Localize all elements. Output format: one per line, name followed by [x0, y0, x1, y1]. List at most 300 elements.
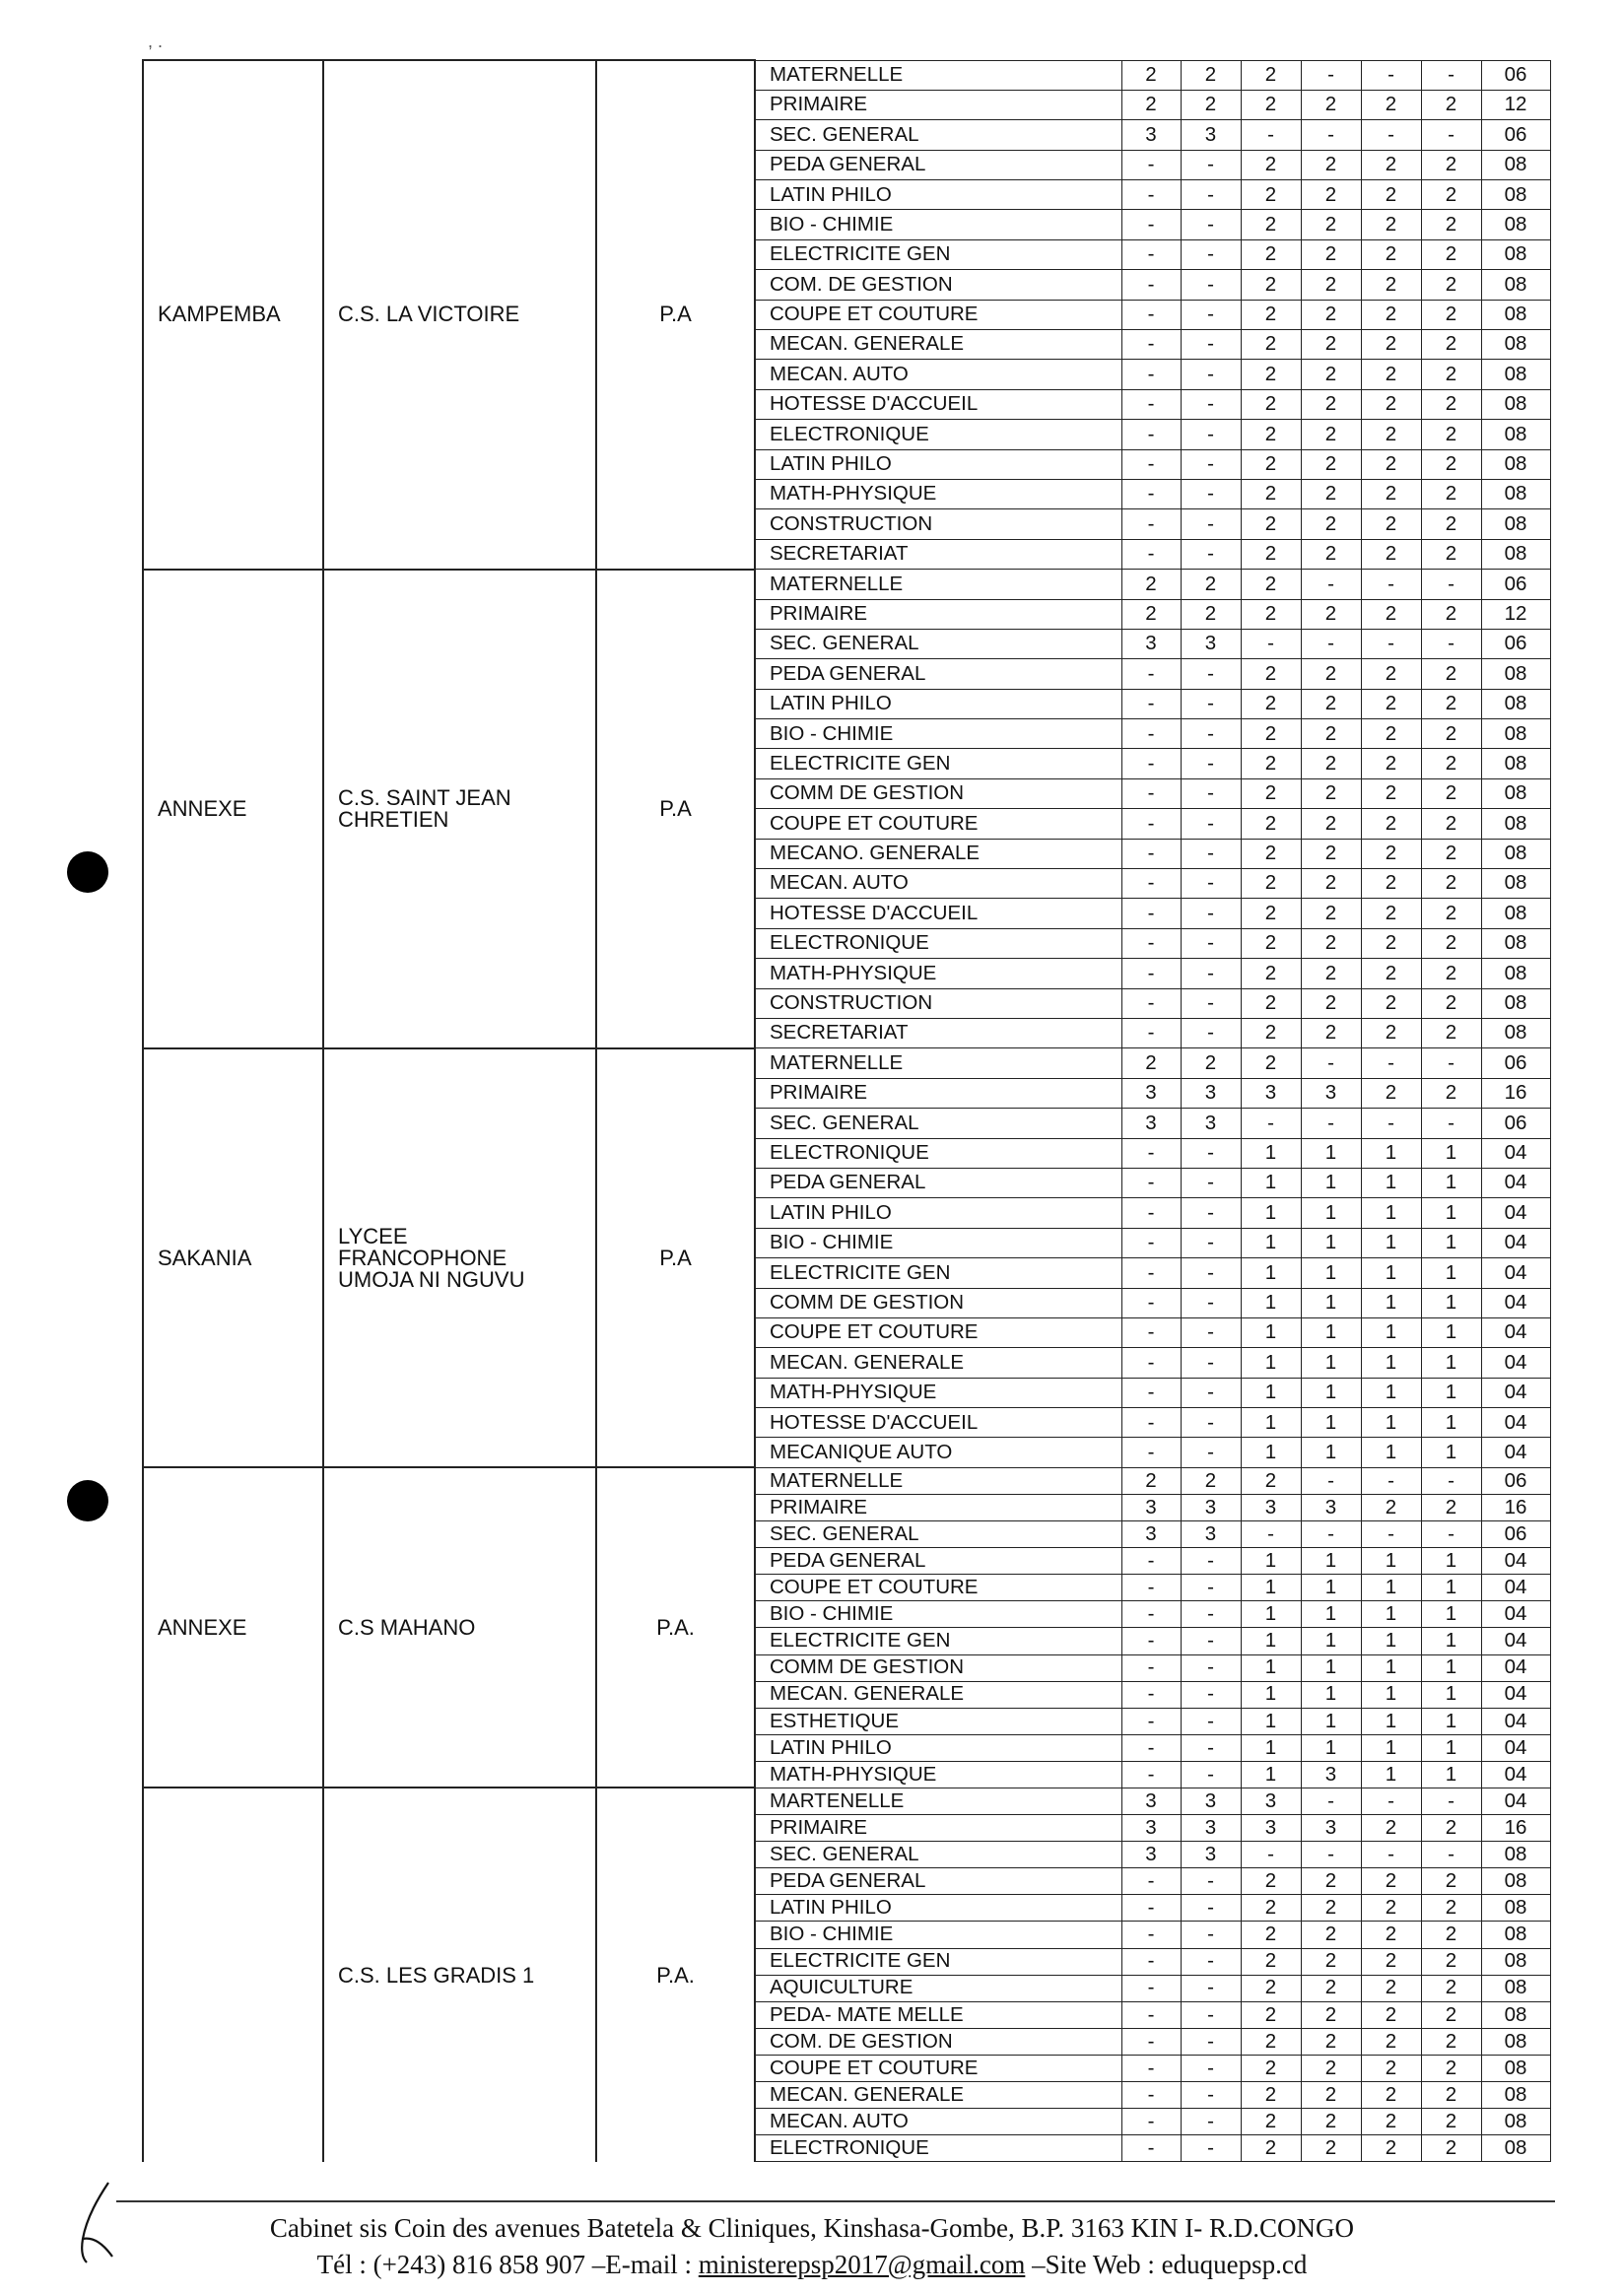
table-row — [143, 1788, 1550, 1814]
count-cell: 3 — [1121, 629, 1181, 658]
footer-email-link[interactable]: ministerepsp2017@gmail.com — [698, 2250, 1026, 2279]
count-cell: 2 — [1301, 2001, 1361, 2028]
count-cell: 2 — [1181, 60, 1241, 90]
footer-contact — [0, 2250, 1624, 2280]
total-cell: 04 — [1481, 1628, 1550, 1654]
count-cell: - — [1301, 1467, 1361, 1494]
total-cell: 08 — [1481, 420, 1550, 449]
count-cell: - — [1121, 1288, 1181, 1317]
count-cell: 2 — [1361, 719, 1421, 749]
count-cell: 1 — [1241, 1628, 1301, 1654]
school-name-cell: C.S MAHANO — [323, 1467, 596, 1788]
count-cell: 3 — [1301, 1815, 1361, 1842]
count-cell: 1 — [1361, 1317, 1421, 1347]
option-name-cell: MATERNELLE — [755, 1467, 1121, 1494]
option-name-cell: PRIMAIRE — [755, 1078, 1121, 1108]
count-cell: - — [1181, 360, 1241, 389]
count-cell: 2 — [1241, 959, 1301, 988]
count-cell: 2 — [1241, 330, 1301, 360]
count-cell: 1 — [1241, 1734, 1301, 1761]
count-cell: - — [1181, 1258, 1241, 1288]
count-cell: 3 — [1181, 1494, 1241, 1520]
total-cell: 08 — [1481, 749, 1550, 778]
total-cell: 06 — [1481, 629, 1550, 658]
count-cell: 2 — [1421, 239, 1481, 269]
count-cell: 3 — [1121, 120, 1181, 150]
option-name-cell: MARTENELLE — [755, 1788, 1121, 1814]
count-cell: 2 — [1301, 869, 1361, 899]
count-cell: - — [1181, 1868, 1241, 1895]
count-cell: 1 — [1301, 1654, 1361, 1681]
option-name-cell: SEC. GENERAL — [755, 1521, 1121, 1548]
total-cell: 08 — [1481, 2028, 1550, 2055]
count-cell: - — [1421, 570, 1481, 599]
count-cell: 2 — [1421, 809, 1481, 839]
option-name-cell: BIO - CHIMIE — [755, 1922, 1121, 1948]
count-cell: 2 — [1421, 270, 1481, 300]
count-cell: 1 — [1421, 1601, 1481, 1628]
count-cell: - — [1181, 719, 1241, 749]
count-cell: 2 — [1241, 420, 1301, 449]
count-cell: - — [1241, 120, 1301, 150]
count-cell: 2 — [1421, 2055, 1481, 2081]
total-cell: 04 — [1481, 1734, 1550, 1761]
option-name-cell: MECANIQUE AUTO — [755, 1438, 1121, 1467]
count-cell: 1 — [1241, 1575, 1301, 1601]
option-name-cell: LATIN PHILO — [755, 449, 1121, 479]
count-cell: 2 — [1361, 2028, 1421, 2055]
count-cell: - — [1181, 1681, 1241, 1708]
count-cell: 1 — [1301, 1681, 1361, 1708]
count-cell: 1 — [1301, 1288, 1361, 1317]
count-cell: 1 — [1421, 1548, 1481, 1575]
count-cell: 2 — [1421, 1975, 1481, 2001]
count-cell: 2 — [1361, 899, 1421, 928]
total-cell: 08 — [1481, 449, 1550, 479]
count-cell: 3 — [1181, 1521, 1241, 1548]
total-cell: 08 — [1481, 988, 1550, 1018]
count-cell: - — [1121, 689, 1181, 718]
count-cell: 2 — [1421, 90, 1481, 119]
count-cell: 1 — [1241, 1198, 1301, 1228]
count-cell: - — [1181, 1628, 1241, 1654]
count-cell: - — [1241, 629, 1301, 658]
count-cell: - — [1421, 629, 1481, 658]
count-cell: - — [1181, 1228, 1241, 1257]
total-cell: 08 — [1481, 150, 1550, 179]
total-cell: 08 — [1481, 778, 1550, 808]
footer-phone: Tél : (+243) 816 858 907 –E-mail : — [316, 2250, 699, 2279]
option-name-cell: MECAN. AUTO — [755, 869, 1121, 899]
count-cell: 2 — [1361, 539, 1421, 569]
count-cell: 1 — [1361, 1548, 1421, 1575]
count-cell: - — [1121, 1601, 1181, 1628]
count-cell: - — [1181, 1708, 1241, 1734]
count-cell: 2 — [1121, 90, 1181, 119]
count-cell: - — [1121, 839, 1181, 868]
count-cell: - — [1181, 2028, 1241, 2055]
count-cell: 2 — [1241, 360, 1301, 389]
total-cell: 08 — [1481, 839, 1550, 868]
status-cell: P.A — [596, 1048, 755, 1467]
count-cell: 2 — [1361, 1815, 1421, 1842]
count-cell: 2 — [1421, 1494, 1481, 1520]
option-name-cell: ELECTRONIQUE — [755, 1138, 1121, 1168]
count-cell: - — [1121, 300, 1181, 329]
count-cell: 2 — [1361, 839, 1421, 868]
count-cell: 2 — [1421, 928, 1481, 958]
count-cell: 1 — [1301, 1138, 1361, 1168]
count-cell: 3 — [1181, 1842, 1241, 1868]
count-cell: 3 — [1121, 1521, 1181, 1548]
option-name-cell: PEDA GENERAL — [755, 1868, 1121, 1895]
count-cell: 2 — [1301, 509, 1361, 539]
count-cell: 2 — [1241, 539, 1301, 569]
option-name-cell: ESTHETIQUE — [755, 1708, 1121, 1734]
count-cell: - — [1181, 1548, 1241, 1575]
option-name-cell: MATERNELLE — [755, 60, 1121, 90]
count-cell: - — [1301, 1048, 1361, 1078]
count-cell: 2 — [1301, 2028, 1361, 2055]
option-name-cell: BIO - CHIMIE — [755, 719, 1121, 749]
count-cell: 2 — [1301, 659, 1361, 689]
count-cell: 2 — [1241, 2028, 1301, 2055]
total-cell: 08 — [1481, 809, 1550, 839]
option-name-cell: MATH-PHYSIQUE — [755, 1761, 1121, 1788]
school-name-cell: LYCEE FRANCOPHONE UMOJA NI NGUVU — [323, 1048, 596, 1467]
count-cell: - — [1121, 1575, 1181, 1601]
count-cell: 1 — [1421, 1168, 1481, 1197]
count-cell: - — [1121, 509, 1181, 539]
count-cell: 2 — [1241, 210, 1301, 239]
count-cell: 2 — [1421, 210, 1481, 239]
count-cell: 2 — [1421, 330, 1481, 360]
count-cell: - — [1361, 1048, 1421, 1078]
count-cell: 1 — [1241, 1681, 1301, 1708]
count-cell: 1 — [1301, 1575, 1361, 1601]
count-cell: - — [1181, 150, 1241, 179]
count-cell: 2 — [1301, 449, 1361, 479]
count-cell: 2 — [1361, 180, 1421, 210]
count-cell: 2 — [1241, 270, 1301, 300]
status-cell: P.A — [596, 60, 755, 570]
count-cell: 2 — [1301, 180, 1361, 210]
option-name-cell: COUPE ET COUTURE — [755, 1575, 1121, 1601]
count-cell: - — [1181, 659, 1241, 689]
option-name-cell: PEDA GENERAL — [755, 1548, 1121, 1575]
count-cell: 1 — [1421, 1317, 1481, 1347]
count-cell: 2 — [1361, 599, 1421, 629]
count-cell: 2 — [1361, 1975, 1421, 2001]
location-cell: ANNEXE — [143, 570, 323, 1048]
count-cell: 2 — [1241, 300, 1301, 329]
total-cell: 04 — [1481, 1408, 1550, 1438]
count-cell: - — [1361, 1109, 1421, 1138]
count-cell: 3 — [1241, 1788, 1301, 1814]
count-cell: 3 — [1181, 120, 1241, 150]
total-cell: 08 — [1481, 689, 1550, 718]
total-cell: 08 — [1481, 300, 1550, 329]
option-name-cell: COM. DE GESTION — [755, 2028, 1121, 2055]
option-name-cell: AQUICULTURE — [755, 1975, 1121, 2001]
table-row — [143, 570, 1550, 599]
count-cell: - — [1181, 420, 1241, 449]
count-cell: 1 — [1241, 1138, 1301, 1168]
count-cell: 2 — [1301, 928, 1361, 958]
count-cell: 3 — [1241, 1494, 1301, 1520]
option-name-cell: ELECTRICITE GEN — [755, 239, 1121, 269]
count-cell: 3 — [1121, 1842, 1181, 1868]
total-cell: 08 — [1481, 1019, 1550, 1048]
count-cell: 2 — [1361, 1895, 1421, 1922]
count-cell: 2 — [1241, 869, 1301, 899]
count-cell: 1 — [1301, 1348, 1361, 1378]
count-cell: 3 — [1241, 1078, 1301, 1108]
count-cell: 2 — [1421, 2028, 1481, 2055]
option-name-cell: LATIN PHILO — [755, 689, 1121, 718]
count-cell: - — [1301, 1521, 1361, 1548]
count-cell: 2 — [1361, 360, 1421, 389]
count-cell: 2 — [1361, 239, 1421, 269]
count-cell: 2 — [1421, 449, 1481, 479]
option-name-cell: COMM DE GESTION — [755, 778, 1121, 808]
count-cell: 2 — [1361, 1868, 1421, 1895]
count-cell: 2 — [1421, 150, 1481, 179]
count-cell: 2 — [1361, 270, 1421, 300]
option-name-cell: PRIMAIRE — [755, 599, 1121, 629]
count-cell: - — [1301, 60, 1361, 90]
option-name-cell: MATH-PHYSIQUE — [755, 1378, 1121, 1407]
count-cell: - — [1181, 330, 1241, 360]
total-cell: 04 — [1481, 1378, 1550, 1407]
option-name-cell: LATIN PHILO — [755, 1734, 1121, 1761]
count-cell: 2 — [1361, 2109, 1421, 2135]
total-cell: 04 — [1481, 1348, 1550, 1378]
count-cell: - — [1181, 2082, 1241, 2109]
option-name-cell: COUPE ET COUTURE — [755, 2055, 1121, 2081]
option-name-cell: ELECTRICITE GEN — [755, 1948, 1121, 1975]
count-cell: - — [1121, 479, 1181, 508]
total-cell: 06 — [1481, 1467, 1550, 1494]
count-cell: 2 — [1301, 749, 1361, 778]
location-cell — [143, 1788, 323, 2161]
count-cell: 2 — [1301, 2109, 1361, 2135]
count-cell: - — [1121, 1438, 1181, 1467]
count-cell: - — [1181, 449, 1241, 479]
total-cell: 08 — [1481, 509, 1550, 539]
count-cell: - — [1181, 1198, 1241, 1228]
count-cell: - — [1181, 778, 1241, 808]
count-cell: - — [1361, 60, 1421, 90]
count-cell: 1 — [1421, 1348, 1481, 1378]
count-cell: - — [1241, 1109, 1301, 1138]
option-name-cell: LATIN PHILO — [755, 1895, 1121, 1922]
count-cell: 1 — [1361, 1378, 1421, 1407]
count-cell: 2 — [1421, 719, 1481, 749]
total-cell: 04 — [1481, 1788, 1550, 1814]
count-cell: - — [1421, 1788, 1481, 1814]
count-cell: 2 — [1241, 988, 1301, 1018]
option-name-cell: PRIMAIRE — [755, 90, 1121, 119]
count-cell: 2 — [1301, 2135, 1361, 2162]
option-name-cell: COM. DE GESTION — [755, 270, 1121, 300]
count-cell: - — [1121, 270, 1181, 300]
count-cell: 2 — [1301, 389, 1361, 419]
option-name-cell: PEDA GENERAL — [755, 150, 1121, 179]
option-name-cell: MATERNELLE — [755, 570, 1121, 599]
count-cell: 1 — [1241, 1168, 1301, 1197]
option-name-cell: BIO - CHIMIE — [755, 1601, 1121, 1628]
option-name-cell: ELECTRICITE GEN — [755, 1258, 1121, 1288]
option-name-cell: MECAN. AUTO — [755, 360, 1121, 389]
count-cell: - — [1121, 778, 1181, 808]
count-cell: - — [1181, 180, 1241, 210]
count-cell: 2 — [1241, 1467, 1301, 1494]
count-cell: 2 — [1301, 599, 1361, 629]
option-name-cell: MECANO. GENERALE — [755, 839, 1121, 868]
count-cell: 2 — [1301, 539, 1361, 569]
count-cell: - — [1181, 1317, 1241, 1347]
count-cell: 3 — [1301, 1078, 1361, 1108]
count-cell: - — [1241, 1521, 1301, 1548]
total-cell: 04 — [1481, 1258, 1550, 1288]
table-row — [143, 1048, 1550, 1078]
count-cell: - — [1121, 1548, 1181, 1575]
total-cell: 08 — [1481, 360, 1550, 389]
count-cell: - — [1181, 1922, 1241, 1948]
count-cell: 3 — [1181, 1109, 1241, 1138]
count-cell: - — [1121, 1138, 1181, 1168]
count-cell: - — [1121, 1168, 1181, 1197]
count-cell: - — [1181, 689, 1241, 718]
option-name-cell: PEDA- MATE MELLE — [755, 2001, 1121, 2028]
count-cell: - — [1301, 629, 1361, 658]
total-cell: 08 — [1481, 2001, 1550, 2028]
count-cell: 2 — [1361, 959, 1421, 988]
total-cell: 04 — [1481, 1438, 1550, 1467]
count-cell: 1 — [1421, 1228, 1481, 1257]
count-cell: 2 — [1301, 210, 1361, 239]
total-cell: 04 — [1481, 1761, 1550, 1788]
count-cell: 2 — [1301, 1975, 1361, 2001]
count-cell: - — [1421, 1467, 1481, 1494]
count-cell: 2 — [1421, 300, 1481, 329]
count-cell: - — [1121, 1895, 1181, 1922]
count-cell: 2 — [1421, 778, 1481, 808]
count-cell: 2 — [1361, 420, 1421, 449]
total-cell: 16 — [1481, 1815, 1550, 1842]
count-cell: 1 — [1361, 1761, 1421, 1788]
count-cell: - — [1181, 2055, 1241, 2081]
count-cell: - — [1181, 389, 1241, 419]
count-cell: - — [1181, 2135, 1241, 2162]
count-cell: 1 — [1361, 1288, 1421, 1317]
option-name-cell: BIO - CHIMIE — [755, 1228, 1121, 1257]
count-cell: 2 — [1421, 1078, 1481, 1108]
schools-table — [142, 59, 1551, 2162]
total-cell: 08 — [1481, 479, 1550, 508]
option-name-cell: HOTESSE D'ACCUEIL — [755, 1408, 1121, 1438]
count-cell: 2 — [1241, 239, 1301, 269]
count-cell: - — [1121, 150, 1181, 179]
count-cell: 2 — [1421, 959, 1481, 988]
count-cell: 2 — [1181, 570, 1241, 599]
status-cell: P.A. — [596, 1788, 755, 2161]
count-cell: 2 — [1301, 330, 1361, 360]
count-cell: 2 — [1361, 389, 1421, 419]
count-cell: 1 — [1421, 1198, 1481, 1228]
count-cell: 2 — [1421, 1895, 1481, 1922]
count-cell: 1 — [1301, 1438, 1361, 1467]
count-cell: 2 — [1361, 300, 1421, 329]
count-cell: 2 — [1361, 330, 1421, 360]
total-cell: 08 — [1481, 270, 1550, 300]
count-cell: - — [1121, 719, 1181, 749]
count-cell: 2 — [1301, 1019, 1361, 1048]
count-cell: - — [1181, 479, 1241, 508]
option-name-cell: SEC. GENERAL — [755, 1842, 1121, 1868]
total-cell: 08 — [1481, 1948, 1550, 1975]
count-cell: 2 — [1421, 689, 1481, 718]
count-cell: 2 — [1301, 689, 1361, 718]
count-cell: - — [1121, 928, 1181, 958]
count-cell: 2 — [1241, 1975, 1301, 2001]
count-cell: - — [1121, 2001, 1181, 2028]
total-cell: 08 — [1481, 330, 1550, 360]
option-name-cell: ELECTRICITE GEN — [755, 749, 1121, 778]
count-cell: 1 — [1361, 1708, 1421, 1734]
count-cell: 2 — [1301, 2055, 1361, 2081]
total-cell: 04 — [1481, 1317, 1550, 1347]
count-cell: - — [1181, 1019, 1241, 1048]
count-cell: - — [1421, 120, 1481, 150]
count-cell: - — [1121, 1258, 1181, 1288]
count-cell: 2 — [1361, 1948, 1421, 1975]
count-cell: - — [1421, 60, 1481, 90]
count-cell: 2 — [1301, 360, 1361, 389]
count-cell: 1 — [1301, 1317, 1361, 1347]
total-cell: 08 — [1481, 539, 1550, 569]
count-cell: - — [1121, 809, 1181, 839]
location-cell: KAMPEMBA — [143, 60, 323, 570]
count-cell: 2 — [1301, 420, 1361, 449]
count-cell: 1 — [1241, 1438, 1301, 1467]
count-cell: 2 — [1241, 809, 1301, 839]
count-cell: 3 — [1121, 1109, 1181, 1138]
count-cell: - — [1181, 839, 1241, 868]
count-cell: 2 — [1121, 1048, 1181, 1078]
option-name-cell: COUPE ET COUTURE — [755, 809, 1121, 839]
total-cell: 08 — [1481, 2055, 1550, 2081]
count-cell: 2 — [1241, 689, 1301, 718]
count-cell: 2 — [1301, 899, 1361, 928]
total-cell: 08 — [1481, 239, 1550, 269]
count-cell: 2 — [1241, 90, 1301, 119]
count-cell: 2 — [1421, 1948, 1481, 1975]
count-cell: 2 — [1241, 1922, 1301, 1948]
count-cell: - — [1121, 389, 1181, 419]
count-cell: 2 — [1241, 389, 1301, 419]
count-cell: - — [1181, 300, 1241, 329]
count-cell: 2 — [1361, 479, 1421, 508]
count-cell: - — [1121, 2109, 1181, 2135]
count-cell: 2 — [1181, 1048, 1241, 1078]
count-cell: - — [1301, 1109, 1361, 1138]
total-cell: 06 — [1481, 1048, 1550, 1078]
count-cell: - — [1181, 1168, 1241, 1197]
count-cell: 2 — [1241, 719, 1301, 749]
count-cell: - — [1361, 570, 1421, 599]
